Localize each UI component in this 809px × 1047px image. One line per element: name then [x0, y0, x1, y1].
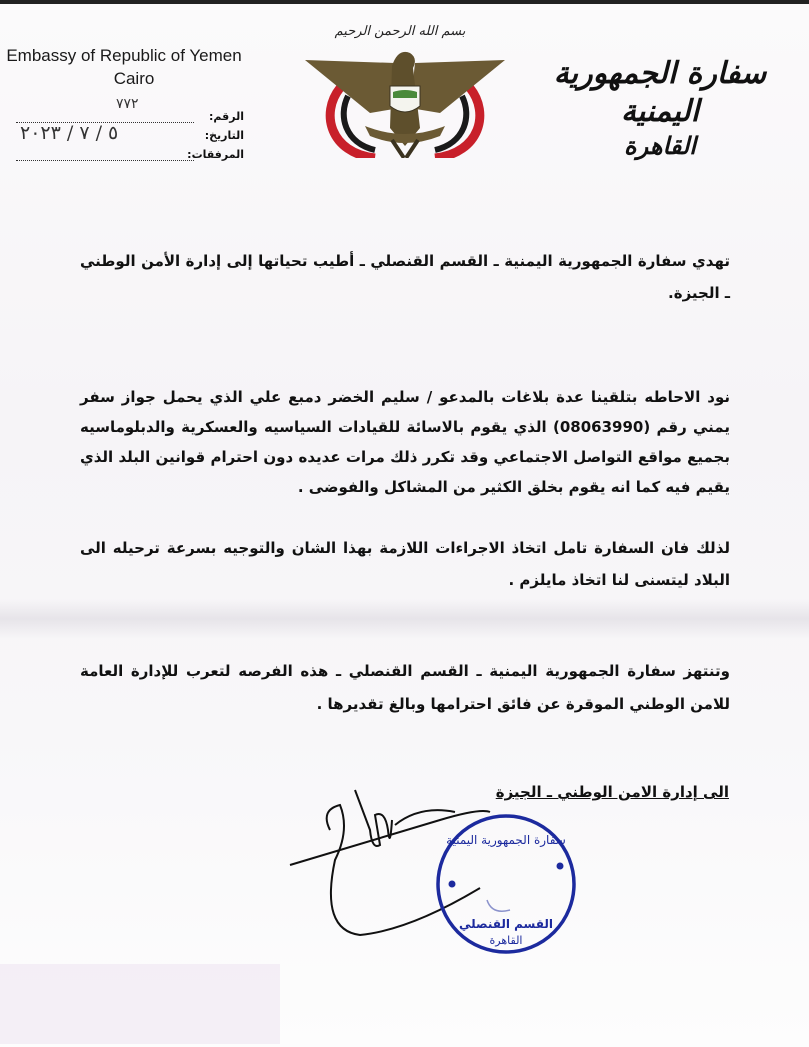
closing-paragraph: وتنتهز سفارة الجمهورية اليمنية ـ القسم القنصلي ـ هذه الفرصه لتعرب للإدارة العامة للامن الوطني الموقرة عن فائق احترامها وبالغ تقديرها .: [80, 662, 730, 713]
addressee-line: الى إدارة الامن الوطني ـ الجيزة: [495, 783, 729, 801]
arabic-letterhead: [520, 55, 800, 161]
reference-date-value: ٥ / ٧ / ٢٠٢٣: [20, 122, 119, 144]
reference-date-line: [16, 122, 194, 144]
english-city: Cairo: [113, 69, 155, 88]
reference-number-label: الرقم:: [209, 110, 244, 123]
official-stamp: [432, 810, 580, 958]
stamp-text-bottom: القسم القنصلي: [458, 917, 554, 931]
reference-attachments-label: المرفقات:: [187, 148, 244, 161]
paper-shadow: [0, 964, 280, 1044]
reference-attachments-row: [14, 142, 244, 161]
basmala: بسم الله الرحمن الرحيم: [334, 24, 466, 39]
stamp-text-city: القاهرة: [489, 934, 523, 947]
reference-number-value: ٧٧٢: [116, 96, 139, 112]
body-paragraph-2: لذلك فان السفارة تامل اتخاذ الاجراءات اللازمة بهذا الشان والتوجيه بسرعة ترحيله الى البلاد ليتسنى لنا اتخاذ مايلزم .: [80, 539, 730, 589]
stamp-text-top: سفارة الجمهورية اليمنية: [446, 833, 566, 847]
body-paragraph-1: نود الاحاطه بتلقينا عدة بلاغات بالمدعو / سليم الخضر دمبع علي الذي يحمل جواز سفر يمني رقم (08063990) الذي يقوم بالاسائة للقيادات السياسيه والعسكرية والدبلوماسيه بجميع مواقع التواصل الاجتماعي وقد تكرر ذلك مرات عديده دون احترام قوانين البلد الذي يقيم فيه كما انه يقوم بخلق الكثير من المشاكل والفوضى .: [80, 388, 730, 496]
reference-block: [14, 96, 244, 161]
arabic-title: سفارة الجمهورية اليمنية: [553, 56, 767, 129]
english-title: Embassy of Republic of Yemen: [6, 46, 242, 65]
reference-date-row: [14, 123, 244, 142]
yemen-eagle-emblem-icon: [300, 18, 510, 158]
arabic-city: القاهرة: [624, 131, 696, 160]
reference-date-label: التاريخ:: [204, 129, 244, 142]
paper-crease: [0, 599, 809, 639]
reference-number-row: [14, 96, 244, 123]
reference-attachments-line: [16, 148, 194, 161]
english-letterhead: [6, 44, 254, 90]
greeting-paragraph: تهدي سفارة الجمهورية اليمنية ـ القسم القنصلي ـ أطيب تحياتها إلى إدارة الأمن الوطني ـ الجيزة.: [80, 252, 730, 302]
